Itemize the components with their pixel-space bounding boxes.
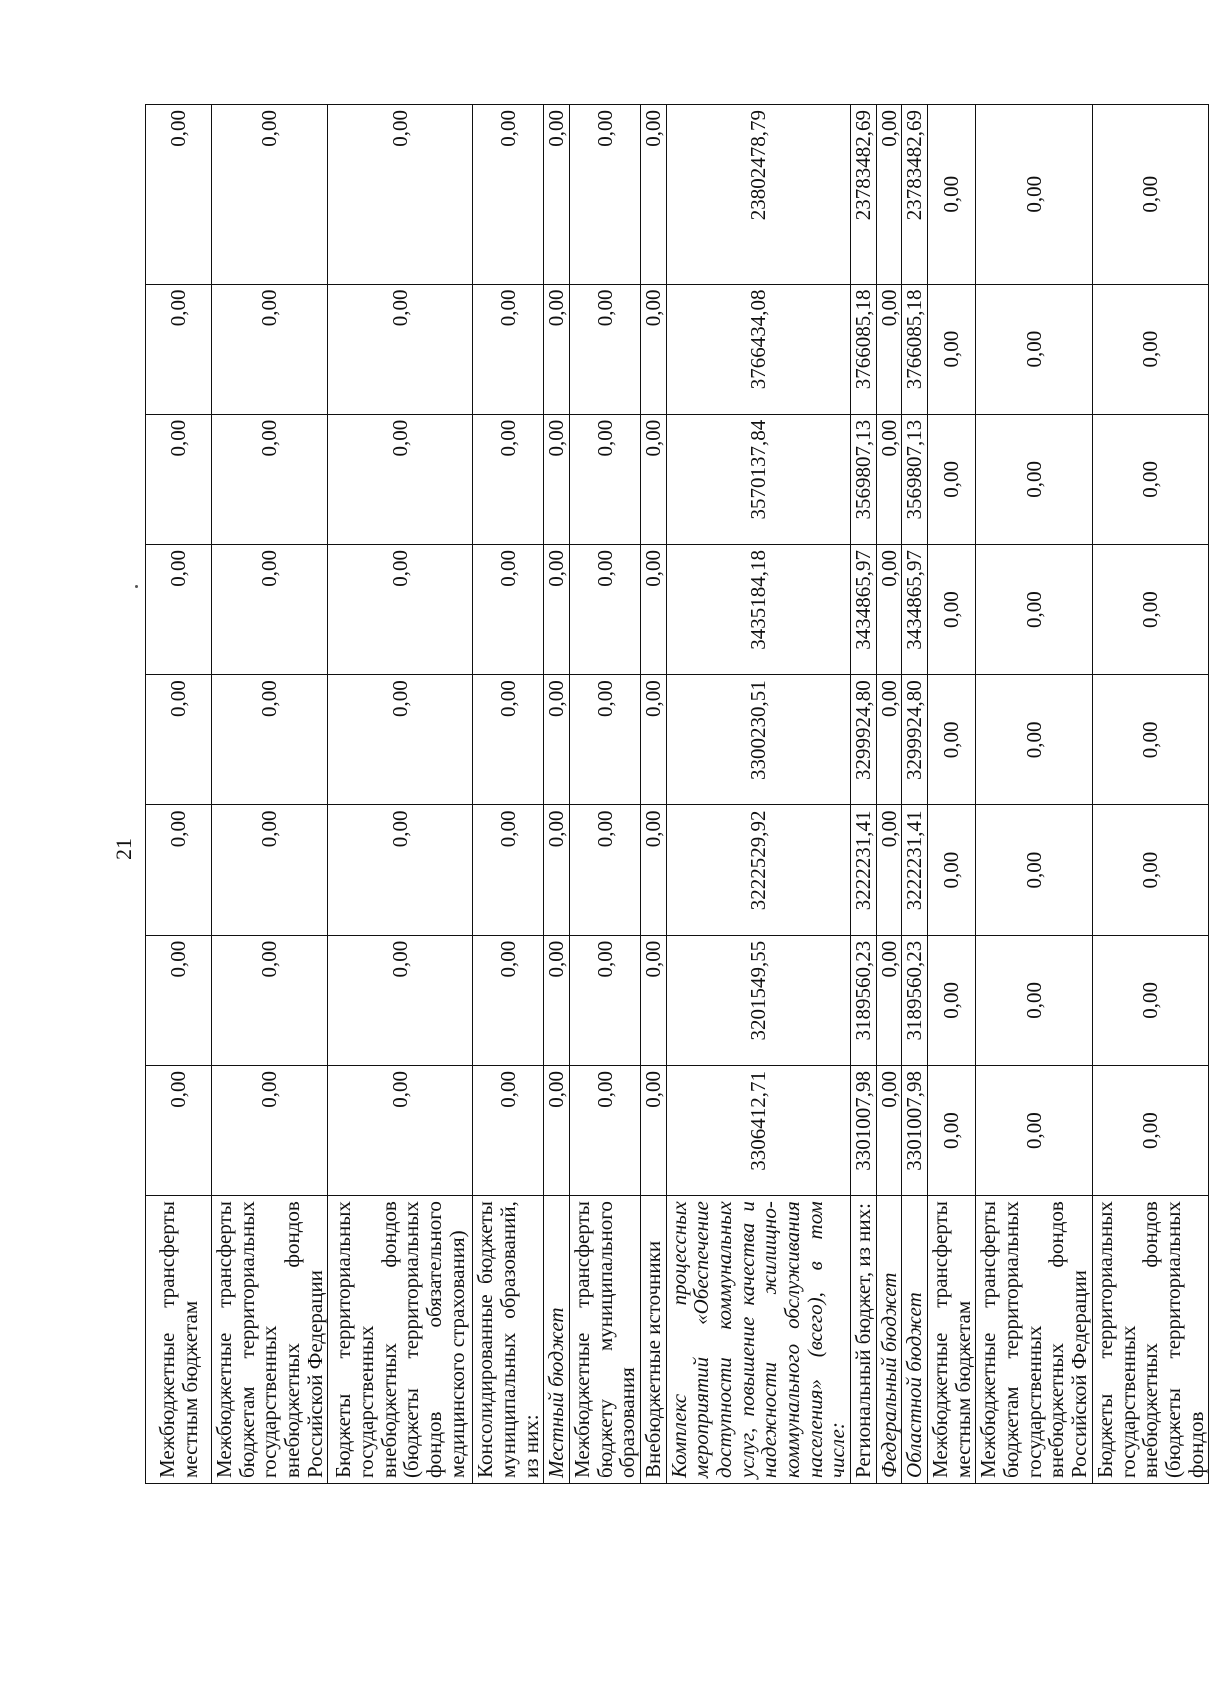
table-row bbox=[641, 105, 667, 1484]
row-label: Федеральный бюджет bbox=[876, 1196, 902, 1484]
value-cell: 0,00 bbox=[570, 675, 641, 805]
value-cell: 0,00 bbox=[1092, 1065, 1208, 1195]
value-cell: 0,00 bbox=[146, 545, 212, 675]
value-cell: 0,00 bbox=[1092, 935, 1208, 1065]
row-label: Областной бюджет bbox=[902, 1196, 928, 1484]
row-label: Бюджеты территориальных государственных внебюджетных фондов (бюджеты территориальных фондов bbox=[1092, 1196, 1208, 1484]
value-cell: 0,00 bbox=[1092, 545, 1208, 675]
row-label: Местный бюджет bbox=[544, 1196, 570, 1484]
table-row bbox=[928, 105, 976, 1484]
total-cell: 0,00 bbox=[976, 105, 1092, 285]
value-cell: 0,00 bbox=[473, 935, 544, 1065]
value-cell: 3301007,98 bbox=[851, 1065, 877, 1195]
value-cell: 0,00 bbox=[976, 414, 1092, 544]
row-label: Региональный бюджет, из них: bbox=[851, 1196, 877, 1484]
value-cell: 0,00 bbox=[928, 675, 976, 805]
value-cell: 0,00 bbox=[473, 805, 544, 935]
value-cell: 0,00 bbox=[544, 284, 570, 414]
value-cell: 0,00 bbox=[544, 675, 570, 805]
total-cell: 0,00 bbox=[212, 105, 328, 285]
table-row bbox=[146, 105, 212, 1484]
value-cell: 3570137,84 bbox=[666, 414, 850, 544]
value-cell: 0,00 bbox=[928, 284, 976, 414]
scan-dot bbox=[135, 585, 138, 588]
total-cell: 0,00 bbox=[876, 105, 902, 285]
value-cell: 0,00 bbox=[570, 805, 641, 935]
row-label: Межбюджетные трансферты местным бюджетам bbox=[928, 1196, 976, 1484]
table-row bbox=[212, 105, 328, 1484]
total-cell: 0,00 bbox=[641, 105, 667, 285]
value-cell: 3435184,18 bbox=[666, 545, 850, 675]
value-cell: 0,00 bbox=[473, 545, 544, 675]
row-label: Межбюджетные трансферты местным бюджетам bbox=[146, 1196, 212, 1484]
value-cell: 3222231,41 bbox=[851, 805, 877, 935]
rotated-table-container bbox=[145, 104, 1208, 1484]
value-cell: 3189560,23 bbox=[851, 935, 877, 1065]
table-row bbox=[851, 105, 877, 1484]
value-cell: 0,00 bbox=[544, 1065, 570, 1195]
total-cell: 0,00 bbox=[570, 105, 641, 285]
value-cell: 0,00 bbox=[976, 935, 1092, 1065]
value-cell: 0,00 bbox=[876, 1065, 902, 1195]
total-cell: 0,00 bbox=[544, 105, 570, 285]
value-cell: 0,00 bbox=[212, 284, 328, 414]
value-cell: 0,00 bbox=[976, 805, 1092, 935]
table-row bbox=[328, 105, 473, 1484]
value-cell: 3434865,97 bbox=[902, 545, 928, 675]
value-cell: 0,00 bbox=[876, 284, 902, 414]
value-cell: 0,00 bbox=[641, 1065, 667, 1195]
total-cell: 23802478,79 bbox=[666, 105, 850, 285]
value-cell: 0,00 bbox=[473, 1065, 544, 1195]
value-cell: 0,00 bbox=[544, 805, 570, 935]
row-label: Межбюджетные трансферты бюджетам территориальных государственных внебюджетных фондов Российской Федерации bbox=[976, 1196, 1092, 1484]
value-cell: 3766434,08 bbox=[666, 284, 850, 414]
value-cell: 0,00 bbox=[146, 284, 212, 414]
total-cell: 0,00 bbox=[473, 105, 544, 285]
value-cell: 0,00 bbox=[544, 414, 570, 544]
row-label: Бюджеты территориальных государственных внебюджетных фондов (бюджеты территориальных фондов обязательного медицинского страхования) bbox=[328, 1196, 473, 1484]
value-cell: 0,00 bbox=[570, 414, 641, 544]
value-cell: 3766085,18 bbox=[902, 284, 928, 414]
row-label: Межбюджетные трансферты бюджетам территориальных государственных внебюджетных фондов Российской Федерации bbox=[212, 1196, 328, 1484]
value-cell: 3301007,98 bbox=[902, 1065, 928, 1195]
value-cell: 0,00 bbox=[328, 284, 473, 414]
value-cell: 3201549,55 bbox=[666, 935, 850, 1065]
value-cell: 0,00 bbox=[928, 805, 976, 935]
value-cell: 3299924,80 bbox=[851, 675, 877, 805]
value-cell: 0,00 bbox=[928, 1065, 976, 1195]
value-cell: 0,00 bbox=[928, 935, 976, 1065]
table-row bbox=[570, 105, 641, 1484]
value-cell: 0,00 bbox=[570, 1065, 641, 1195]
value-cell: 3299924,80 bbox=[902, 675, 928, 805]
table-row bbox=[473, 105, 544, 1484]
value-cell: 0,00 bbox=[544, 545, 570, 675]
value-cell: 0,00 bbox=[544, 935, 570, 1065]
value-cell: 0,00 bbox=[473, 675, 544, 805]
table-row bbox=[976, 105, 1092, 1484]
value-cell: 0,00 bbox=[976, 545, 1092, 675]
total-cell: 0,00 bbox=[928, 105, 976, 285]
value-cell: 0,00 bbox=[928, 414, 976, 544]
value-cell: 0,00 bbox=[146, 805, 212, 935]
value-cell: 0,00 bbox=[570, 284, 641, 414]
value-cell: 0,00 bbox=[212, 414, 328, 544]
value-cell: 0,00 bbox=[928, 545, 976, 675]
value-cell: 3569807,13 bbox=[851, 414, 877, 544]
value-cell: 0,00 bbox=[641, 545, 667, 675]
value-cell: 3569807,13 bbox=[902, 414, 928, 544]
value-cell: 0,00 bbox=[473, 414, 544, 544]
value-cell: 3434865,97 bbox=[851, 545, 877, 675]
value-cell: 3222231,41 bbox=[902, 805, 928, 935]
value-cell: 0,00 bbox=[976, 284, 1092, 414]
value-cell: 0,00 bbox=[328, 935, 473, 1065]
value-cell: 0,00 bbox=[641, 284, 667, 414]
value-cell: 0,00 bbox=[212, 805, 328, 935]
value-cell: 3222529,92 bbox=[666, 805, 850, 935]
value-cell: 3189560,23 bbox=[902, 935, 928, 1065]
table-row bbox=[876, 105, 902, 1484]
total-cell: 0,00 bbox=[328, 105, 473, 285]
value-cell: 0,00 bbox=[876, 414, 902, 544]
budget-table bbox=[145, 104, 1209, 1484]
value-cell: 0,00 bbox=[328, 675, 473, 805]
value-cell: 3300230,51 bbox=[666, 675, 850, 805]
total-cell: 23783482,69 bbox=[902, 105, 928, 285]
value-cell: 3766085,18 bbox=[851, 284, 877, 414]
value-cell: 0,00 bbox=[1092, 414, 1208, 544]
value-cell: 0,00 bbox=[328, 1065, 473, 1195]
value-cell: 0,00 bbox=[876, 675, 902, 805]
value-cell: 0,00 bbox=[146, 414, 212, 544]
value-cell: 0,00 bbox=[212, 935, 328, 1065]
value-cell: 0,00 bbox=[570, 545, 641, 675]
row-label: Внебюджетные источники bbox=[641, 1196, 667, 1484]
table-row bbox=[666, 105, 850, 1484]
value-cell: 0,00 bbox=[473, 284, 544, 414]
value-cell: 0,00 bbox=[641, 935, 667, 1065]
value-cell: 0,00 bbox=[1092, 675, 1208, 805]
table-row bbox=[902, 105, 928, 1484]
value-cell: 0,00 bbox=[212, 545, 328, 675]
row-label: Консолидированные бюджеты муниципальных образований, из них: bbox=[473, 1196, 544, 1484]
value-cell: 0,00 bbox=[146, 1065, 212, 1195]
value-cell: 0,00 bbox=[976, 675, 1092, 805]
total-cell: 23783482,69 bbox=[851, 105, 877, 285]
value-cell: 0,00 bbox=[876, 805, 902, 935]
value-cell: 0,00 bbox=[1092, 284, 1208, 414]
table-row bbox=[544, 105, 570, 1484]
value-cell: 0,00 bbox=[328, 414, 473, 544]
value-cell: 0,00 bbox=[1092, 805, 1208, 935]
value-cell: 0,00 bbox=[212, 675, 328, 805]
table-row bbox=[1092, 105, 1208, 1484]
value-cell: 0,00 bbox=[641, 675, 667, 805]
value-cell: 0,00 bbox=[146, 935, 212, 1065]
value-cell: 0,00 bbox=[570, 935, 641, 1065]
row-label: Межбюджетные трансферты бюджету муниципального образования bbox=[570, 1196, 641, 1484]
value-cell: 0,00 bbox=[146, 675, 212, 805]
value-cell: 3306412,71 bbox=[666, 1065, 850, 1195]
value-cell: 0,00 bbox=[212, 1065, 328, 1195]
value-cell: 0,00 bbox=[328, 545, 473, 675]
value-cell: 0,00 bbox=[641, 805, 667, 935]
value-cell: 0,00 bbox=[876, 545, 902, 675]
value-cell: 0,00 bbox=[976, 1065, 1092, 1195]
total-cell: 0,00 bbox=[146, 105, 212, 285]
total-cell: 0,00 bbox=[1092, 105, 1208, 285]
value-cell: 0,00 bbox=[328, 805, 473, 935]
value-cell: 0,00 bbox=[641, 414, 667, 544]
row-label: Комплекс процессных мероприятий «Обеспечение доступности коммунальных услуг, повышение качества и надежности жилищно-коммунального обслуживания населения» (всего), в том числе: bbox=[666, 1196, 850, 1484]
page-number: 21 bbox=[111, 838, 136, 860]
value-cell: 0,00 bbox=[876, 935, 902, 1065]
